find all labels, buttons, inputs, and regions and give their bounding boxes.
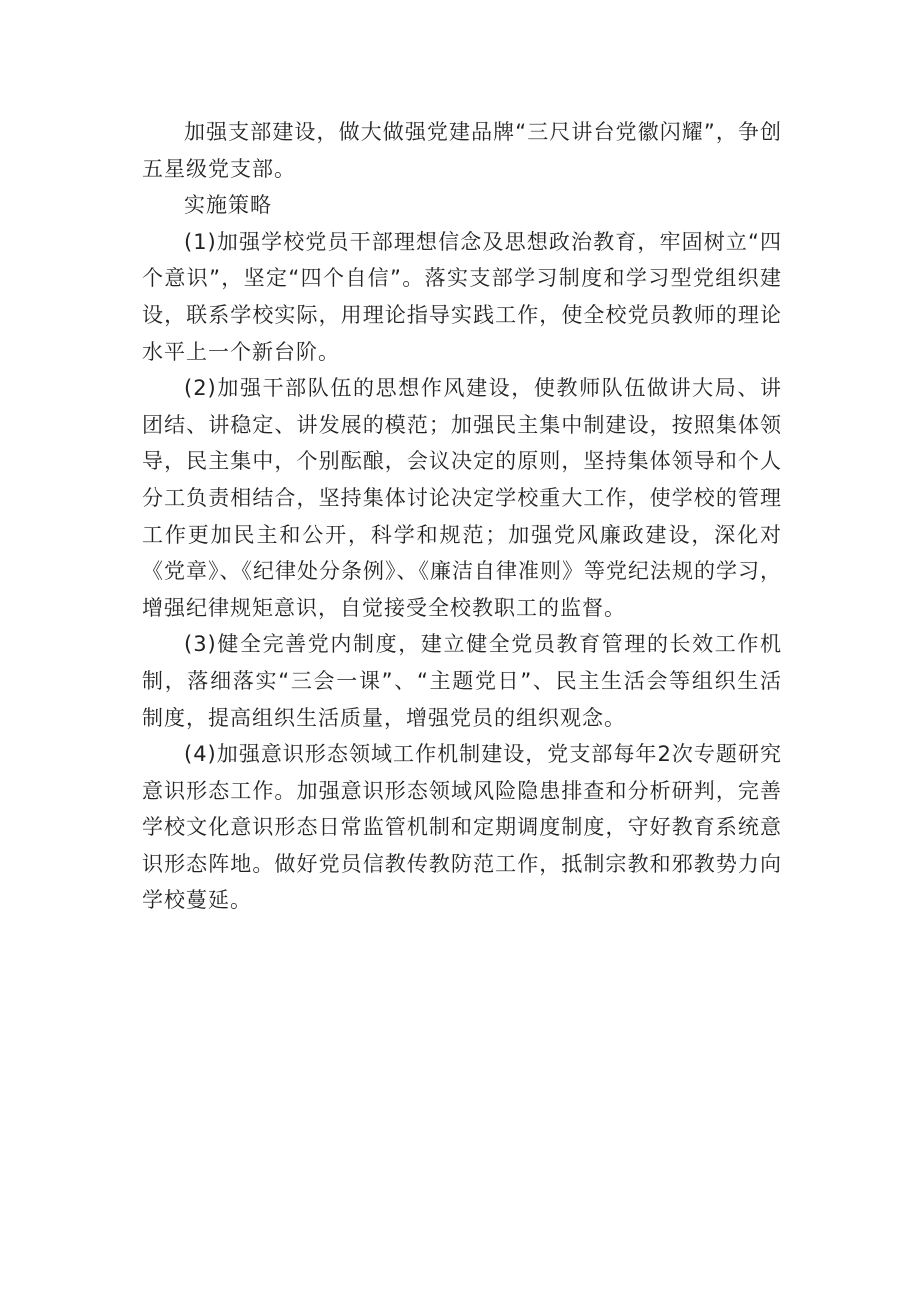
- strategy-item-2: (2)加强干部队伍的思想作风建设，使教师队伍做讲大局、讲团结、讲稳定、讲发展的模范；加强民主集中制建设，按照集体领导，民主集中，个别酝酿，会议决定的原则，坚持集体领导和个人分工负责相结合，坚持集体讨论决定学校重大工作，使学校的管理工作更加民主和公开，科学和规范；加强党风廉政建设，深化对《党章》、《纪律处分条例》、《廉洁自律准则》等党纪法规的学习，增强纪律规矩意识，自觉接受全校教职工的监督。: [142, 376, 782, 620]
- intro-paragraph: 加强支部建设，做大做强党建品牌“三尺讲台党徽闪耀”，争创五星级党支部。: [142, 120, 782, 181]
- document-body: [142, 114, 782, 919]
- strategy-item-3: (3)健全完善党内制度，建立健全党员教育管理的长效工作机制，落细落实“三会一课”、“主题党日”、民主生活会等组织生活制度，提高组织生活质量，增强党员的组织观念。: [142, 632, 782, 730]
- strategy-item-1: (1)加强学校党员干部理想信念及思想政治教育，牢固树立“四个意识”，坚定“四个自信”。落实支部学习制度和学习型党组织建设，联系学校实际，用理论指导实践工作，使全校党员教师的理论水平上一个新台阶。: [142, 229, 782, 364]
- section-heading: 实施策略: [184, 193, 272, 218]
- strategy-item-4: (4)加强意识形态领域工作机制建设，党支部每年2次专题研究意识形态工作。加强意识形态领域风险隐患排查和分析研判，完善学校文化意识形态日常监管机制和定期调度制度，守好教育系统意识形态阵地。做好党员信教传教防范工作，抵制宗教和邪教势力向学校蔓延。: [142, 742, 782, 913]
